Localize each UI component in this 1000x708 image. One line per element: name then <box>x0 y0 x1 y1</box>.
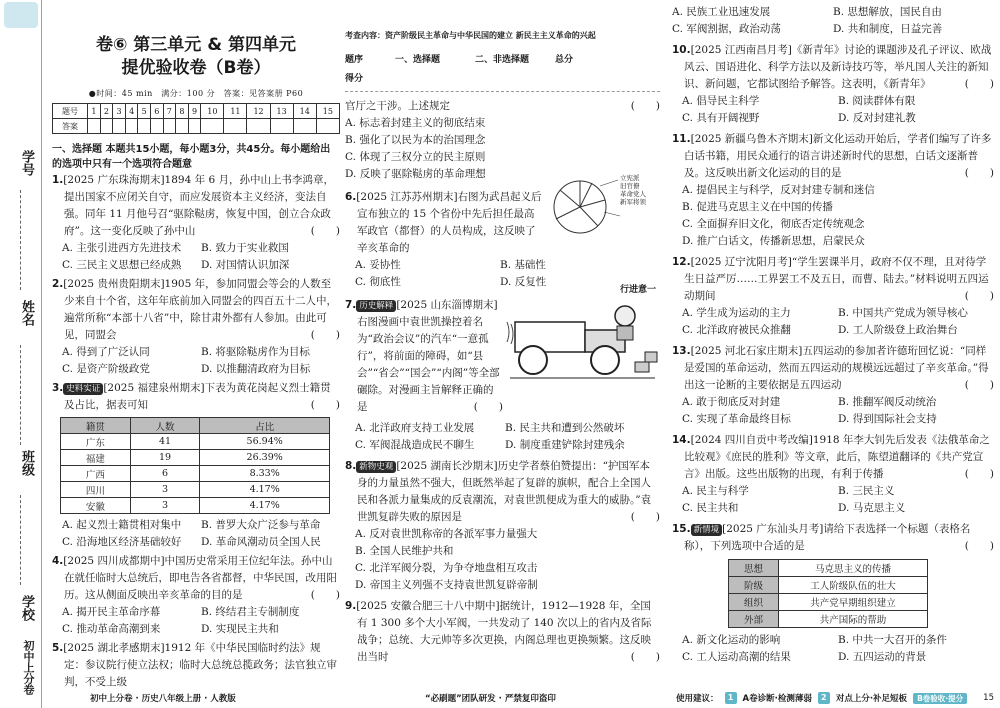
question-4: 4.[2025 四川成都期中]中国历史常采用王位纪年法。孙中山在就任临时大总统后，即电告各省都督，中华民国，改用阳历。这从侧面反映出辛亥革命的目的是 ( ) <box>52 555 340 601</box>
question-5: 5.[2025 湖北孝感期末]1912 年《中华民国临时约法》规定：参议院行使立法权；临时大总统总揽政务；法官独立审判，不受上级 <box>52 642 337 688</box>
question-9: 9.[2025 安徽合肥三十八中期中]据统计，1912—1928 年，全国有 1 300 多个大小军阀，一共发动了 140 次以上的省内及省际战争；总统、大元帅等多次更换，内阁总理也更换频繁。这反映出当时 ( ) <box>345 600 660 663</box>
question-9-options <box>672 4 994 38</box>
answer-grid-number: 15 <box>316 104 339 119</box>
option[interactable]: C. 全面摒弃旧文化，彻底否定传统观念 <box>682 218 865 230</box>
table-cell: 共产国际的帮助 <box>779 611 928 628</box>
option[interactable]: D. 工人阶级登上政治舞台 <box>838 324 958 336</box>
option[interactable]: A. 北洋政府支持工业发展 <box>355 422 475 434</box>
option[interactable]: C. 彻底性 <box>355 276 401 288</box>
answer-grid-number: 3 <box>113 104 126 119</box>
usage-bar <box>676 692 1000 704</box>
question-10-options <box>672 93 994 127</box>
option[interactable]: B. 基础性 <box>500 259 546 271</box>
step-1-icon: 1 <box>725 692 737 704</box>
option[interactable]: C. 体现了三权分立的民主原则 <box>345 151 486 163</box>
exam-meta: ●时间：45 min 满分：100 分 答案：见答案册 P60 <box>88 89 304 98</box>
option[interactable]: D. 共和制度，日益完善 <box>833 23 943 35</box>
exam-subtitle: 提优验收卷（B卷） <box>121 58 271 78</box>
option[interactable]: D. 帝国主义列强不支持袁世凯复辟帝制 <box>355 579 538 591</box>
answer-cell[interactable] <box>176 119 189 134</box>
option[interactable]: B. 阅读群体有限 <box>838 95 916 107</box>
question-6: 6.[2025 江苏苏州期末]右图为武昌起义后宣布独立的 15 个省份中先后担任最高军政官（都督）的人员构成，这反映了辛亥革命的 <box>345 191 542 254</box>
option[interactable]: B. 三民主义 <box>838 485 895 497</box>
table-header: 籍贯 <box>61 418 131 434</box>
question-14-options <box>672 483 994 517</box>
score-label: 二、非选择题 <box>475 55 530 65</box>
answer-cell[interactable] <box>163 119 176 134</box>
yuan-shikai-cartoon <box>505 282 660 386</box>
answer-grid-number: 8 <box>176 104 189 119</box>
answer-grid-number: 1 <box>88 104 101 119</box>
question-7-options <box>345 420 655 454</box>
question-5-continued: 官厅之干涉。上述规定 ( ) <box>345 100 660 112</box>
answer-grid-number: 6 <box>150 104 163 119</box>
answer-grid-number: 13 <box>270 104 293 119</box>
question-3: 3. 史料实证 [2025 福建泉州期末]下表为黄花岗起义烈士籍贯及占比，据表可知 ( ) <box>52 382 340 411</box>
margin-label-school: 学校 <box>19 595 34 621</box>
table-cell: 外部 <box>729 611 779 628</box>
pie-label: 旧官僚 <box>620 182 640 190</box>
option[interactable]: A. 民族工业迅速发展 <box>672 6 771 18</box>
table-cell: 四川 <box>61 482 131 498</box>
content-scope: 考查内容：资产阶级民主革命与中华民国的建立 新民主主义革命的兴起 <box>345 30 596 40</box>
margin-label-student-id: 学号 <box>19 150 34 176</box>
question-15: 15. 新情境 [2025 广东汕头月考]请给下表选择一个标题（表格名称），下列选项中合适的是 ( ) <box>672 523 994 552</box>
table-row <box>61 434 330 450</box>
question-tag: 历史解释 <box>356 300 396 312</box>
table-cell: 广西 <box>61 466 131 482</box>
option[interactable]: A. 民主与科学 <box>682 485 749 497</box>
right-page-column <box>668 0 1000 708</box>
option[interactable]: A. 妥协性 <box>355 259 401 271</box>
question-tag: 新情境 <box>691 524 723 536</box>
question-11: 11.[2025 新疆乌鲁木齐期末]新文化运动开始后，学者们编写了许多白话书籍，用民众通行的语言讲述新时代的思想，白话文逐渐普及。这反映出新文化运动的目的是 ( ) <box>672 133 994 179</box>
question-3-options <box>52 517 340 551</box>
option[interactable]: B. 民主共和遭到公然破坏 <box>505 422 625 434</box>
option[interactable]: D. 实现民主共和 <box>201 623 279 635</box>
table-cell: 8.33% <box>200 466 330 482</box>
brand-badge: B卷验收·提分 <box>913 693 967 704</box>
option[interactable]: A. 反对袁世凯称帝的各派军事力量强大 <box>355 528 538 540</box>
step-2-icon: 2 <box>818 692 830 704</box>
table-cell: 思想 <box>729 560 779 577</box>
answer-cell[interactable] <box>138 119 151 134</box>
table-cell: 马克思主义的传播 <box>779 560 928 577</box>
answer-grid-label: 题号 <box>53 104 88 119</box>
answer-cell[interactable] <box>201 119 224 134</box>
question-7: 7. 历史解释 [2025 山东淄博期末]右图漫画中袁世凯操控着名为“政治会议”的汽车“一意孤行”，将前面的障碍，如“县会”“省会”“国会”“内阁”等全部碾除。对漫画主旨解释正确的是 ( ) <box>345 299 503 413</box>
option[interactable]: A. 学生成为运动的主力 <box>682 307 791 319</box>
answer-cell[interactable] <box>270 119 293 134</box>
answer-cell[interactable] <box>188 119 201 134</box>
answer-grid-number: 7 <box>163 104 176 119</box>
answer-cell[interactable] <box>125 119 138 134</box>
option[interactable]: D. 以推翻清政府为目标 <box>201 363 311 375</box>
option[interactable]: B. 中共一大召开的条件 <box>838 634 947 646</box>
answer-cell[interactable] <box>100 119 113 134</box>
exam-title: 卷⑥ 第三单元 & 第四单元 <box>96 35 296 55</box>
question-tag: 新物史观 <box>356 461 396 473</box>
question-4-options <box>52 604 340 638</box>
table-cell: 广东 <box>61 434 131 450</box>
margin-label-name: 姓名 <box>19 300 34 326</box>
answer-grid-number: 4 <box>125 104 138 119</box>
table-cell: 6 <box>130 466 200 482</box>
table-cell: 工人阶级队伍的壮大 <box>779 577 928 594</box>
answer-grid-number: 11 <box>224 104 247 119</box>
table-cell: 福建 <box>61 450 131 466</box>
question-10: 10.[2025 江西南昌月考]《新青年》讨论的课题涉及孔子评议、欧战风云、国语进化、科学方法以及新诗技巧等，举凡国人关注的新知识、新问题，它都试图给予解答。这表明，《新青年》 ( ) <box>672 44 994 90</box>
margin-label-class: 班级 <box>19 450 34 476</box>
table-header: 人数 <box>130 418 200 434</box>
usage-label: 使用建议： <box>676 694 719 704</box>
answer-cell[interactable] <box>113 119 126 134</box>
option[interactable]: B. 强化了以民为本的治国理念 <box>345 134 486 146</box>
answer-cell[interactable] <box>224 119 247 134</box>
table-row <box>729 611 928 628</box>
answer-cell[interactable] <box>247 119 270 134</box>
question-13: 13.[2025 河北石家庄期末]五四运动的参加者许德珩回忆说：“同样是爱国的革命运动，然而五四运动的规模远远超过了辛亥革命。”得出这一论断的主要依据是五四运动 ( ) <box>672 345 994 391</box>
answer-grid-number: 5 <box>138 104 151 119</box>
answer-cell[interactable] <box>293 119 316 134</box>
table-row <box>729 594 928 611</box>
score-label: 题序 <box>345 55 364 65</box>
answer-grid-label: 答案 <box>53 119 88 134</box>
option[interactable]: D. 对国情认识加深 <box>201 259 290 271</box>
question-1-options <box>52 240 340 274</box>
option[interactable]: B. 全国人民维护共和 <box>355 545 454 557</box>
cut-line <box>20 190 21 290</box>
question-8: 8. 新物史观 [2025 湖南长沙期末]历史学者蔡伯赞提出：“护国军本身的力量虽然不强大，但既然举起了复辟的旗帜，配合上全国人民和各派力量集成的反袁潮流，对袁世凯便成为重大的威胁。”袁世凯复辟失败的原因是 ( ) <box>345 460 660 523</box>
answer-grid-number: 9 <box>188 104 201 119</box>
footer-middle: “必刷题”团队研发 · 严禁复印盗印 <box>425 694 556 704</box>
table-row <box>729 560 928 577</box>
cut-line <box>20 495 21 585</box>
option[interactable]: C. 具有开阔视野 <box>682 112 760 124</box>
margin-label-series: 初中上分卷 <box>22 640 35 695</box>
exam-content-left <box>52 0 340 691</box>
car-illustration-icon <box>505 282 660 386</box>
option[interactable]: D. 反对封建礼教 <box>838 112 916 124</box>
corner-badge-icon <box>4 2 38 28</box>
question-tag: 史料实证 <box>63 383 103 395</box>
answer-grid-number: 2 <box>100 104 113 119</box>
score-label: 一、选择题 <box>395 55 441 65</box>
left-page-column <box>0 0 340 708</box>
question-14: 14.[2024 四川自贡中考改编]1918 年李大钊先后发表《法俄革命之比较观》《庶民的胜利》等文章，此后，陈望道翻译的《共产党宣言》出版。这些出版物的出现，有利于传播 ( ) <box>672 434 994 480</box>
option[interactable]: D. 反映了驱除鞑虏的革命理想 <box>345 168 486 180</box>
table-row <box>61 482 330 498</box>
option[interactable]: C. 是资产阶级政党 <box>62 363 150 375</box>
table-cell: 共产党早期组织建立 <box>779 594 928 611</box>
usage-step: 对点上分·补足短板 <box>835 694 908 704</box>
option[interactable]: D. 反复性 <box>500 276 547 288</box>
option[interactable]: D. 革命风潮动员全国人民 <box>201 536 321 548</box>
martyrs-table <box>60 417 330 514</box>
table-cell: 4.17% <box>200 498 330 514</box>
answer-cell[interactable] <box>88 119 101 134</box>
option[interactable]: C. 工人运动高潮的结果 <box>682 651 791 663</box>
option[interactable]: D. 五四运动的背景 <box>838 651 927 663</box>
section-heading: 一、选择题 本题共15小题，每小题3分，共45分。每小题给出的选项中只有一个选项符合题意 <box>52 144 331 170</box>
option[interactable]: C. 实现了革命最终目标 <box>682 413 791 425</box>
answer-cell[interactable] <box>150 119 163 134</box>
option[interactable]: C. 三民主义思想已经成熟 <box>62 259 182 271</box>
table-cell: 41 <box>130 434 200 450</box>
pie-label: 新军将领 <box>620 198 646 206</box>
option[interactable]: C. 推动革命高潮到来 <box>62 623 161 635</box>
answer-grid-number: 10 <box>201 104 224 119</box>
option[interactable]: B. 中国共产党成为领导核心 <box>838 307 968 319</box>
option[interactable]: A. 得到了广泛认同 <box>62 346 150 358</box>
option[interactable]: A. 主张引进西方先进技术 <box>62 242 182 254</box>
score-label: 总分 <box>555 55 574 65</box>
table-cell: 组织 <box>729 594 779 611</box>
answer-grid <box>52 103 340 134</box>
question-12-options <box>672 305 994 339</box>
option[interactable]: D. 制度重建铲除封建残余 <box>505 439 625 451</box>
option[interactable]: B. 推翻军阀反动统治 <box>838 396 937 408</box>
question-1: 1.[2025 广东珠海期末]1894 年 6 月，孙中山上书李鸿章，提出国家不应闭关自守，而应发展资本主义经济，变法自强。同年 11 月他号召“驱除鞑虏，恢复中国，创立合众政府”。这一变化反映了孙中山 ( ) <box>52 174 340 237</box>
table-cell: 阶级 <box>729 577 779 594</box>
page-number: 15 <box>983 693 994 703</box>
option[interactable]: D. 推广白话文，传播新思想，启蒙民众 <box>682 235 865 247</box>
table-row <box>729 577 928 594</box>
option[interactable]: B. 促进马克思主义在中国的传播 <box>682 201 833 213</box>
footer-left: 初中上分卷 · 历史八年级上册 · 人教版 <box>90 694 236 704</box>
option[interactable]: C. 北洋军阀分裂，为争夺地盘相互攻击 <box>355 562 538 574</box>
option[interactable]: B. 致力于实业救国 <box>201 242 289 254</box>
option[interactable]: A. 起义烈士籍贯相对集中 <box>62 519 182 531</box>
answer-cell[interactable] <box>316 119 339 134</box>
option[interactable]: B. 思想解放，国民自由 <box>833 6 942 18</box>
table-cell: 26.39% <box>200 450 330 466</box>
table-row <box>61 450 330 466</box>
option[interactable]: A. 敢于彻底反对封建 <box>682 396 781 408</box>
table-cell: 3 <box>130 482 200 498</box>
table-cell: 4.17% <box>200 482 330 498</box>
option[interactable]: B. 将驱除鞑虏作为目标 <box>201 346 310 358</box>
table-row <box>61 466 330 482</box>
pie-label: 革命党人 <box>620 190 646 198</box>
cut-line <box>20 345 21 445</box>
middle-column <box>345 0 660 708</box>
option[interactable]: A. 标志着封建主义的彻底结束 <box>345 117 486 129</box>
governors-pie-chart <box>540 172 660 242</box>
answer-grid-number: 14 <box>293 104 316 119</box>
question-13-options <box>672 394 994 428</box>
option[interactable]: A. 揭开民主革命序幕 <box>62 606 161 618</box>
answer-grid-number: 12 <box>247 104 270 119</box>
question-15-table <box>728 559 928 628</box>
option[interactable]: A. 新文化运动的影响 <box>682 634 781 646</box>
table-header: 占比 <box>200 418 330 434</box>
question-2: 2.[2025 贵州贵阳期末]1905 年，参加同盟会等会的人数至少来自十个省，这年年底前加入同盟会的四百五十二人中，遍常所称“本部十八省”中，除甘肃外都有人参加。由此可见，同盟会 ( ) <box>52 278 340 341</box>
question-8-options <box>345 526 660 594</box>
option[interactable]: B. 普罗大众广泛参与革命 <box>201 519 321 531</box>
table-cell: 19 <box>130 450 200 466</box>
binding-margin <box>0 0 42 708</box>
option[interactable]: B. 终结君主专制制度 <box>201 606 300 618</box>
option[interactable]: C. 军阀混战造成民不聊生 <box>355 439 475 451</box>
question-11-options <box>672 182 994 250</box>
option[interactable]: D. 得到国际社会支持 <box>838 413 937 425</box>
table-cell: 56.94% <box>200 434 330 450</box>
option[interactable]: C. 北洋政府被民众推翻 <box>682 324 791 336</box>
table-cell: 3 <box>130 498 200 514</box>
score-label: 得分 <box>345 74 364 84</box>
pie-label: 立宪派 <box>620 174 640 182</box>
option[interactable]: C. 沿海地区经济基础较好 <box>62 536 182 548</box>
option[interactable]: A. 提倡民主与科学，反对封建专制和迷信 <box>682 184 875 196</box>
score-table <box>345 49 660 92</box>
table-cell: 安徽 <box>61 498 131 514</box>
question-12: 12.[2025 辽宁沈阳月考]“学生罢课半月，政府不仅不理，且对待学生日益严厉……工界罢工不及五日，而曹、陆去。”材料说明五四运动期间 ( ) <box>672 256 994 302</box>
question-2-options <box>52 344 340 378</box>
table-row <box>61 498 330 514</box>
option[interactable]: C. 军阀割据，政治动荡 <box>672 23 781 35</box>
option[interactable]: C. 民主共和 <box>682 502 739 514</box>
question-15-options <box>672 632 994 666</box>
option[interactable]: A. 倡导民主科学 <box>682 95 760 107</box>
cartoon-caption: 行进意一 <box>619 285 656 295</box>
option[interactable]: D. 马克思主义 <box>838 502 906 514</box>
usage-step: A卷诊断·检测薄弱 <box>742 694 812 704</box>
